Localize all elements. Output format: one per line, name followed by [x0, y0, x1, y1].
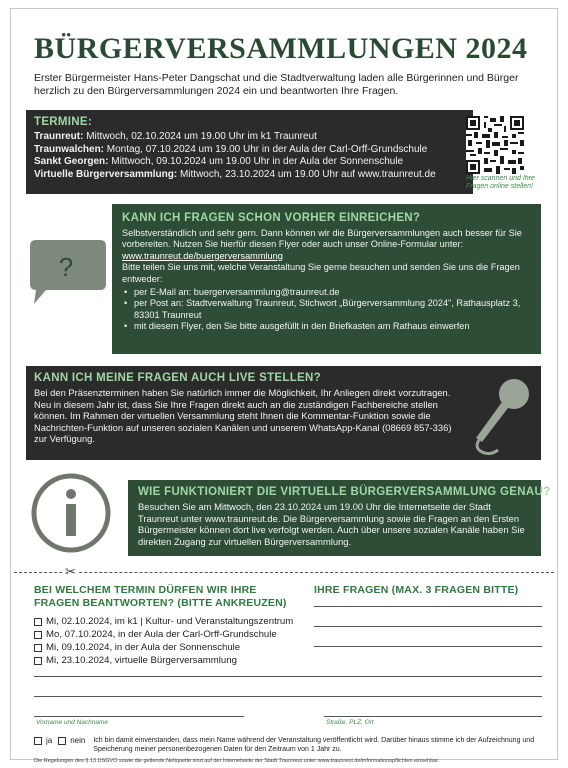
option-label: Mi, 02.10.2024, im k1 | Kultur- und Veranstaltungszentrum [46, 616, 294, 627]
termin-row [34, 169, 465, 182]
virtuell-box [128, 480, 551, 556]
question-line[interactable] [314, 606, 542, 607]
termin-option[interactable] [34, 616, 293, 628]
termine-heading: TERMINE: [34, 116, 92, 128]
scissors-icon: ✂ [62, 564, 79, 580]
online-form-link[interactable]: www.traunreut.de/buergerversammlung [122, 250, 283, 261]
termin-detail: Mittwoch, 02.10.2024 um 19.00 Uhr im k1 Traunreut [83, 131, 317, 142]
question-line[interactable] [314, 646, 542, 647]
consent-no-label: nein [70, 736, 86, 745]
consent-section [34, 737, 542, 754]
checkbox[interactable] [34, 631, 42, 639]
fragen-vorher-text: Selbstverständlich und sehr gern. Dann können wir die Bürgerversammlungen auch besser für Sie vorbereiten. Nutzen Sie hierfür diesen Flyer oder auch unser Online-Formular unter: [122, 228, 522, 250]
option-label: Mi, 09.10.2024, in der Aula der Sonnenschule [46, 642, 241, 653]
consent-no-checkbox[interactable] [58, 737, 66, 745]
live-text: Bei den Präsenzterminen haben Sie natürlich immer die Möglichkeit, Ihr Anliegen direkt vorzutragen. Neu in diesem Jahr ist, dass Sie Ihre Fragen direkt auch an die zuständigen Fachbereiche stellen können. Im Rahmen der virtuellen Versammlung steht Ihnen die Kommentar-Funktion sowie die Nachrichten-Funktion auf unseren sozialen Kanälen und unserem WhatsApp-Kanal (08669 857-336) zur Verfügung. [34, 387, 452, 445]
question-line[interactable] [314, 626, 542, 627]
fragen-vorher-text-2: Bitte teilen Sie uns mit, welche Veranstaltung Sie gerne besuchen und senden Sie uns die Fragen entweder: [122, 262, 520, 284]
termin-form-heading: BEI WELCHEM TERMIN DÜRFEN WIR IHRE FRAGEN BEANTWORTEN? (BITTE ANKREUZEN) [34, 584, 287, 609]
live-fragen-box [26, 366, 541, 460]
question-line[interactable] [34, 676, 542, 677]
termine-box [26, 110, 473, 194]
submission-list [122, 287, 531, 333]
termin-place: Virtuelle Bürgerversammlung: [34, 168, 178, 180]
checkbox[interactable] [34, 618, 42, 626]
question-line[interactable] [34, 696, 542, 697]
termin-detail: Mittwoch, 23.10.2024 um 19.00 Uhr auf www.traunreut.de [177, 168, 436, 180]
info-icon [30, 472, 112, 554]
list-item: • mit diesem Flyer, den Sie bitte ausgefüllt in den Briefkasten am Rathaus einwerfen [122, 321, 531, 332]
option-label: Mi, 23.10.2024, virtuelle Bürgerversammlung [46, 655, 237, 666]
virtuell-heading: WIE FUNKTIONIERT DIE VIRTUELLE BÜRGERVERSAMMLUNG GENAU? [138, 486, 551, 498]
termin-place: Sankt Georgen: [34, 156, 109, 167]
fragen-vorher-heading: KANN ICH FRAGEN SCHON VORHER EINREICHEN? [122, 212, 421, 224]
option-label: Mo, 07.10.2024, in der Aula der Carl-Orff-Grundschule [46, 629, 277, 640]
name-field[interactable] [34, 716, 244, 717]
consent-yes-checkbox[interactable] [34, 737, 42, 745]
checkbox[interactable] [34, 644, 42, 652]
termin-place: Traunreut: [34, 131, 84, 142]
consent-yes-label: ja [46, 736, 53, 745]
address-field[interactable] [324, 716, 542, 717]
termin-detail: Mittwoch, 09.10.2024 um 19.00 Uhr in der Aula der Sonnenschule [108, 156, 404, 167]
microphone-icon [468, 372, 538, 456]
speech-bubble-icon [20, 238, 110, 308]
fragen-vorher-box [112, 204, 541, 354]
address-label: Straße, PLZ, Ort [326, 719, 374, 726]
termin-row [34, 144, 465, 157]
footer-note: Die Regelungen des § 13 DSGVO sowie die geltende Netiquette sind auf der Internetseite der Stadt Traunreut unter www.traunreut.de/informationspflichten einsehbar. [34, 758, 440, 764]
qr-caption: Hier scannen und Ihre Fragen online stellen! [466, 175, 535, 190]
page-title: BÜRGERVERSAMMLUNGEN 2024 [34, 32, 528, 65]
consent-text: Ich bin damit einverstanden, dass mein Name während der Veranstaltung veröffentlicht wird. Darüber hinaus stimme ich der Aufzeichnung und Speicherung meiner personenbezogenen Daten für den Zeitraum von 1 Jahr zu. [93, 737, 535, 753]
consent-options [34, 737, 85, 754]
question-mark-glyph: ? [58, 252, 74, 282]
termin-row [34, 156, 465, 169]
list-item: • per E-Mail an: buergerversammlung@traunreut.de [122, 287, 531, 298]
termin-place: Traunwalchen: [34, 143, 105, 155]
fragen-form-heading: IHRE FRAGEN (MAX. 3 FRAGEN BITTE) [314, 584, 519, 596]
termin-option[interactable] [34, 629, 277, 641]
list-item: • per Post an: Stadtverwaltung Traunreut, Stichwort „Bürgerversammlung 2024", Rathausplatz 3, 83301 Traunreut [122, 298, 531, 321]
virtuell-text: Besuchen Sie am Mittwoch, den 23.10.2024 um 19.00 Uhr die Internetseite der Stadt Traunreut unter www.traunreut.de. Die Bürgerversammlung sowie die Fragen an den Ersten Bürgermeister können dort live verfolgt werden. Auch über unsere sozialen Kanäle haben Sie direkten Zugang zur virtuellen Bürgerversammlung. [138, 501, 525, 547]
qr-code-icon[interactable] [466, 116, 524, 174]
termin-row [34, 131, 465, 144]
cut-line [14, 572, 554, 573]
intro-text: Erster Bürgermeister Hans-Peter Dangschat und die Stadtverwaltung laden alle Bürgerinnen und Bürger herzlich zu den Bürgerversammlungen 2024 ein und beantworten Ihre Fragen. [34, 72, 519, 97]
termin-option[interactable] [34, 642, 240, 654]
termin-detail: Montag, 07.10.2024 um 19.00 Uhr in der Aula der Carl-Orff-Grundschule [104, 143, 428, 155]
termin-option[interactable] [34, 655, 237, 667]
live-heading: KANN ICH MEINE FRAGEN AUCH LIVE STELLEN? [34, 372, 321, 384]
checkbox[interactable] [34, 657, 42, 665]
name-label: Vorname und Nachname [36, 719, 109, 726]
